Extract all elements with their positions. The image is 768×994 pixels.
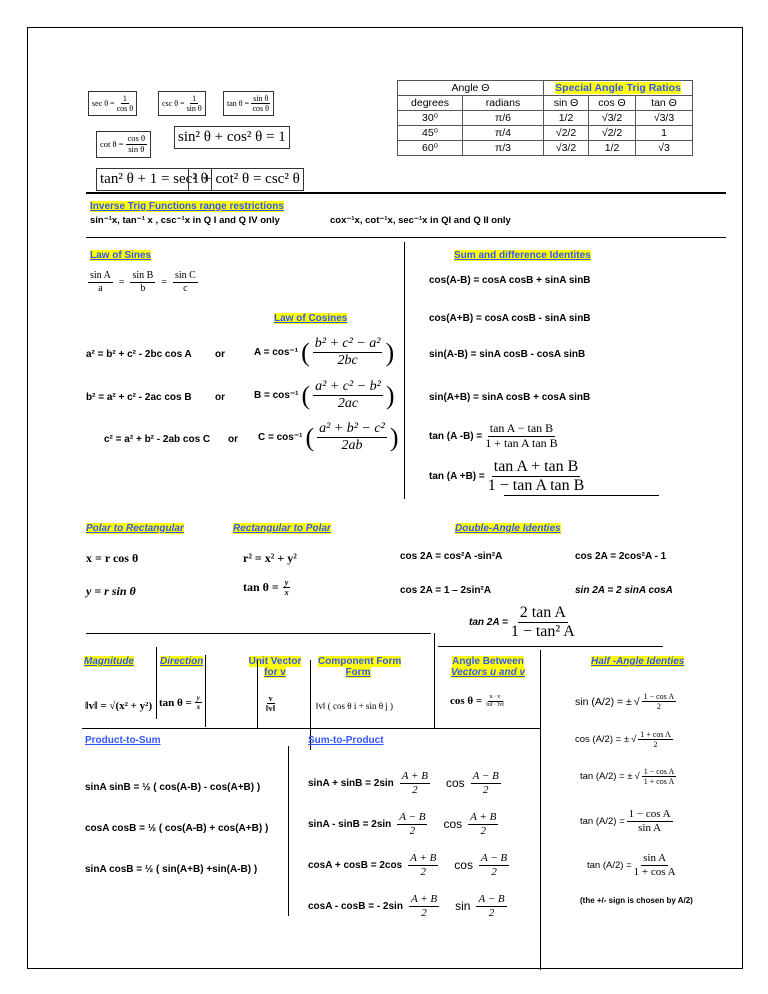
den: 2 xyxy=(412,783,418,796)
den: 2 xyxy=(488,906,495,919)
num: 2 tan A xyxy=(518,604,568,623)
num: y xyxy=(284,578,289,587)
line1: Unit Vector xyxy=(248,656,302,667)
cosine-law-b: b² = a² + c² - 2ac cos B xyxy=(86,392,192,403)
den: 1 + tan A tan B xyxy=(485,435,558,450)
cell: √3 xyxy=(636,141,693,156)
den: cos θ xyxy=(116,104,134,114)
polar-to-rectangular-title: Polar to Rectangular xyxy=(86,523,184,534)
divider xyxy=(86,633,431,634)
line2: Vectors u and v xyxy=(450,667,526,678)
num: sin C xyxy=(174,270,196,281)
num: A − B xyxy=(478,893,505,905)
lhs: tan (A -B) = xyxy=(429,430,483,442)
den: 2 xyxy=(653,740,658,750)
divider xyxy=(504,495,659,496)
num: A + B xyxy=(410,893,438,905)
func: cos xyxy=(445,776,465,791)
num: a² + b² − c² xyxy=(317,421,387,438)
num: b² + c² − a² xyxy=(313,336,383,353)
num: v xyxy=(268,694,273,703)
law-of-sines-title: Law of Sines xyxy=(90,250,152,261)
cosine-law-c: c² = a² + b² - 2ab cos C xyxy=(104,434,211,445)
num: sin A xyxy=(90,270,111,281)
table-header xyxy=(398,96,693,111)
cell: 30⁰ xyxy=(398,111,463,126)
den: 2ac xyxy=(337,396,359,412)
num: 1 + cos A xyxy=(640,730,671,739)
lhs: C = cos⁻¹ xyxy=(258,432,303,444)
divider xyxy=(86,192,726,194)
den: 1 + cos A xyxy=(643,777,675,787)
cell: √3/3 xyxy=(636,111,693,126)
num: 1 − cos A xyxy=(643,692,675,701)
pythagorean-identity-3: 1 + cot² θ = csc² θ xyxy=(188,168,304,191)
or-label: or xyxy=(228,434,238,445)
divider xyxy=(434,633,435,728)
den: x xyxy=(284,588,289,598)
cosine-inverse-c: C = cos⁻¹ ( $\frac{\text{a² + b² − c²}}{2ab}$ ) xyxy=(258,421,399,454)
cell: √2/2 xyxy=(544,126,589,141)
lhs: cot θ = xyxy=(100,139,124,150)
lhs: sinA - sinB = 2sin xyxy=(308,818,392,830)
den: a xyxy=(98,282,103,294)
table-row xyxy=(398,126,693,141)
sum-to-product-1 xyxy=(308,770,501,796)
cell: 1/2 xyxy=(589,141,636,156)
den: 1 + cos A xyxy=(633,865,676,878)
lhs: csc θ = xyxy=(162,99,185,109)
tan-2a xyxy=(469,604,575,642)
unit-vector-formula xyxy=(266,694,275,713)
half-angle-tan-3 xyxy=(587,852,676,878)
num: tan A − tan B xyxy=(489,421,554,435)
magnitude-title: Magnitude xyxy=(84,656,134,667)
lhs: cosA + cosB = 2cos xyxy=(308,859,403,871)
rectangular-to-polar-title: Rectangular to Polar xyxy=(233,523,331,534)
magnitude-formula: ‖v‖ = √(x² + y²) xyxy=(85,700,153,712)
num: tan A + tan B xyxy=(492,458,581,477)
y-equals-r-sin: y = r sin θ xyxy=(86,584,136,598)
x-equals-r-cos: x = r cos θ xyxy=(86,551,139,565)
func: sin xyxy=(455,899,471,914)
direction-formula xyxy=(159,694,202,711)
num: A − B xyxy=(472,770,499,782)
lhs: tan (A/2) = ± xyxy=(580,771,633,783)
divider xyxy=(205,655,206,727)
num: 1 xyxy=(192,94,197,103)
lhs: tan θ = xyxy=(243,580,279,595)
inverse-right: cox⁻¹x, cot⁻¹x, sec⁻¹x in QI and Q II only xyxy=(330,215,511,226)
th: radians xyxy=(463,96,544,111)
cos-2a-1: cos 2A = cos²A -sin²A xyxy=(400,551,503,562)
den: 2 xyxy=(491,865,497,878)
lhs: tan (A/2) = xyxy=(580,815,625,827)
den: sin θ xyxy=(128,143,145,154)
divider xyxy=(82,728,540,729)
table-title: Special Angle Trig Ratios xyxy=(555,82,681,94)
num: A + B xyxy=(470,811,497,823)
num: A + B xyxy=(401,770,428,782)
den: 1 − tan A tan B xyxy=(487,477,585,495)
cosine-law-a: a² = b² + c² - 2bc cos A xyxy=(86,349,192,360)
den: x xyxy=(196,703,201,712)
cos-a-plus-b: cos(A+B) = cosA cosB - sinA sinB xyxy=(429,313,591,324)
divider xyxy=(404,242,405,499)
num: 1 − cos A xyxy=(643,767,675,776)
line2: Form xyxy=(345,667,371,678)
product-to-sum-3: sinA cosB = ½ ( sin(A+B) +sin(A-B) ) xyxy=(85,864,258,875)
table-group-angle: Angle Θ xyxy=(398,81,544,96)
lhs: tan θ = xyxy=(159,696,192,709)
divider xyxy=(540,650,541,970)
product-to-sum-1: sinA sinB = ½ ( cos(A-B) - cos(A+B) ) xyxy=(85,782,261,793)
pythagorean-identity-1: sin² θ + cos² θ = 1 xyxy=(174,126,290,149)
den: c xyxy=(183,282,188,294)
or-label: or xyxy=(215,392,225,403)
half-angle-tan-1: tan (A/2) = ± √ $\frac{\text{1 − cos A}}{\text{1 + cos A}}$ xyxy=(580,767,675,787)
unit-vector-title xyxy=(246,656,304,678)
cell: 1 xyxy=(636,126,693,141)
lhs: A = cos⁻¹ xyxy=(254,347,299,359)
th: sin Θ xyxy=(544,96,589,111)
den: sin A xyxy=(638,821,662,834)
cell: 1/2 xyxy=(544,111,589,126)
lhs: tan (A/2) = xyxy=(587,859,632,871)
table-row xyxy=(398,141,693,156)
sum-to-product-4 xyxy=(308,893,507,919)
divider xyxy=(288,746,289,916)
line2: for v xyxy=(264,667,286,678)
inverse-left: sin⁻¹x, tan⁻¹ x , csc⁻¹x in Q I and Q IV only xyxy=(90,215,280,226)
den: sin θ xyxy=(186,104,202,114)
cos-2a-3: cos 2A = 1 – 2sin²A xyxy=(400,585,492,596)
den: 2bc xyxy=(337,353,358,369)
den: ‖v‖ xyxy=(266,704,276,714)
divider xyxy=(86,237,726,238)
cot-identity xyxy=(96,131,151,158)
product-to-sum-title: Product-to-Sum xyxy=(85,735,161,746)
sin-2a: sin 2A = 2 sinA cosA xyxy=(575,585,673,596)
cell: 45⁰ xyxy=(398,126,463,141)
line1: Component Form xyxy=(318,656,402,667)
cos-2a-2: cos 2A = 2cos²A - 1 xyxy=(575,551,667,562)
num: sin A xyxy=(643,852,667,864)
func: cos xyxy=(454,858,473,873)
law-of-cosines-title: Law of Cosines xyxy=(274,313,348,324)
num: A − B xyxy=(480,852,508,864)
law-of-sines-formula: $\frac{\text{sin A}}{a}$ = $\frac{\text{sin B}}{b}$ = $\frac{\text{sin C}}{c}$ xyxy=(90,270,196,294)
divider xyxy=(156,647,157,719)
lhs: sec θ = xyxy=(92,99,115,109)
den: b xyxy=(140,282,146,294)
cell: √2/2 xyxy=(589,126,636,141)
table-group-ratios xyxy=(544,81,693,96)
lhs: cos (A/2) = ± xyxy=(575,734,630,746)
lhs: sin (A/2) = ± xyxy=(575,695,632,708)
tan-a-minus-b xyxy=(429,422,558,451)
num: A − B xyxy=(399,811,426,823)
den: 1 − tan² A xyxy=(510,623,575,641)
den: ‖u‖ · ‖v‖ xyxy=(486,701,504,708)
cell: √3/2 xyxy=(589,111,636,126)
num: cos θ xyxy=(127,133,146,143)
num: A + B xyxy=(410,852,437,864)
den: 2 xyxy=(421,906,427,919)
sum-to-product-title: Sum-to-Product xyxy=(308,735,384,746)
den: 2 xyxy=(480,824,486,837)
or-label: or xyxy=(215,349,225,360)
cell: 60⁰ xyxy=(398,141,463,156)
th: degrees xyxy=(398,96,463,111)
tan-identity xyxy=(223,91,274,116)
divider xyxy=(257,660,258,728)
cos-a-minus-b: cos(A-B) = cosA cosB + sinA sinB xyxy=(429,275,591,286)
num: y xyxy=(196,694,200,702)
half-angle-tan-2 xyxy=(580,808,673,834)
sum-to-product-2 xyxy=(308,811,498,837)
cell: √3/2 xyxy=(544,141,589,156)
cell: π/4 xyxy=(463,126,544,141)
lhs: tan (A +B) = xyxy=(429,471,485,483)
den: 2 xyxy=(656,702,661,712)
direction-title: Direction xyxy=(160,656,204,667)
lhs: B = cos⁻¹ xyxy=(254,390,299,402)
num: 1 xyxy=(122,94,127,103)
angle-between-formula xyxy=(450,694,504,709)
num: a² + c² − b² xyxy=(313,379,383,396)
lhs: sinA + sinB = 2sin xyxy=(308,777,394,789)
sum-to-product-3 xyxy=(308,852,509,878)
half-angle-cos: cos (A/2) = ± √ $\frac{\text{1 + cos A}}{2}$ xyxy=(575,730,671,750)
inverse-title: Inverse Trig Functions range restrictions xyxy=(90,201,284,212)
table-row xyxy=(398,111,693,126)
tan-a-plus-b xyxy=(429,458,584,496)
divider xyxy=(438,646,663,647)
th: tan Θ xyxy=(636,96,693,111)
half-angle-note: (the +/- sign is chosen by A/2) xyxy=(580,896,693,905)
angle-between-title xyxy=(445,656,531,678)
half-angle-sin: sin (A/2) = ± √ $\frac{\text{1 − cos A}}{2}$ xyxy=(575,692,675,712)
th: cos Θ xyxy=(589,96,636,111)
den: 2 xyxy=(482,783,489,796)
cell: π/3 xyxy=(463,141,544,156)
den: 2ab xyxy=(341,438,363,454)
den: 2 xyxy=(409,824,416,837)
den: cos θ xyxy=(252,104,269,114)
double-angle-title: Double-Angle Identies xyxy=(455,523,561,534)
r-squared-formula: r² = x² + y² xyxy=(243,551,297,565)
lhs: tan 2A = xyxy=(469,617,508,629)
sec-identity xyxy=(88,91,137,116)
num: u · v xyxy=(489,694,501,700)
cosine-inverse-b: B = cos⁻¹ ( $\frac{\text{a² + c² − b²}}{2ac}$ ) xyxy=(254,379,395,412)
num: 1 − cos A xyxy=(628,808,671,820)
sum-difference-title: Sum and difference Identites xyxy=(454,250,591,261)
cosine-inverse-a: A = cos⁻¹ ( $\frac{\text{b² + c² − a²}}{2bc}$ ) xyxy=(254,336,395,369)
lhs: cos θ = xyxy=(450,695,483,708)
line1: Angle Between xyxy=(452,656,524,667)
component-form-formula: ‖v‖ ( cos θ i + sin θ j ) xyxy=(316,701,393,711)
component-form-title xyxy=(318,656,402,678)
num: sin θ xyxy=(253,94,269,103)
cell: π/6 xyxy=(463,111,544,126)
special-angle-table xyxy=(397,80,693,156)
product-to-sum-2: cosA cosB = ½ ( cos(A-B) + cos(A+B) ) xyxy=(85,823,269,834)
half-angle-title: Half -Angle Identies xyxy=(591,656,685,667)
pythagorean-identity-2: tan² θ + 1 = sec² θ xyxy=(96,168,212,191)
csc-identity xyxy=(158,91,206,116)
sin-a-minus-b: sin(A-B) = sinA cosB - cosA sinB xyxy=(429,349,586,360)
num: sin B xyxy=(132,270,154,281)
den: 2 xyxy=(420,865,426,878)
func: cos xyxy=(443,817,463,832)
lhs: tan θ = xyxy=(227,99,250,109)
tan-theta-polar xyxy=(243,578,290,597)
lhs: cosA - cosB = - 2sin xyxy=(308,900,403,912)
sin-a-plus-b: sin(A+B) = sinA cosB + cosA sinB xyxy=(429,392,591,403)
